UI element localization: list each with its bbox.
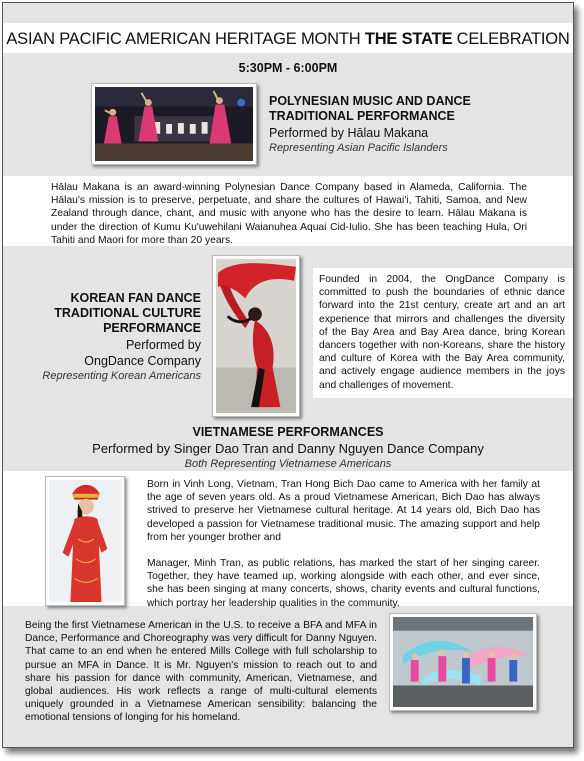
- flyer-page: [2, 2, 574, 748]
- dao-tran-photo: [45, 476, 125, 606]
- korean-performer-line-2: OngDance Company: [84, 354, 201, 368]
- korean-title-line-1: KOREAN FAN DANCE: [70, 291, 201, 305]
- header-bold: THE STATE: [364, 30, 453, 48]
- header-prefix: ASIAN PACIFIC AMERICAN HERITAGE MONTH: [6, 30, 365, 48]
- singer-portrait-image: [49, 480, 121, 602]
- vietnamese-representing: Both Representing Vietnamese Americans: [184, 458, 392, 470]
- danny-nguyen-bio: Being the first Vietnamese American in the U.S. to receive a BFA and MFA in Dance, Performance and Choreography was very difficult for Danny Nguyen. That came to an end when he entered Mills College with full scholarship to pursue an MFA in Dance. It is Mr. Nguyen's mission to reach out to and share his passion for dance with community, American, Vietnamese, and global audiences. His work reflects a range of multi-cultural elements uniquely grounded in a Vietnamese American sensibility: balancing the emotional tensions of longing for his homeland.: [25, 620, 377, 724]
- vietnamese-performer: Performed by Singer Dao Tran and Danny Nguyen Dance Company: [92, 441, 484, 456]
- dance-company-image: [393, 617, 533, 707]
- polynesian-dancers-image: [95, 87, 253, 161]
- polynesian-description: Hālau Makana is an award-winning Polynesian Dance Company based in Alameda, California. The Hālau's mission is to preserve, perpetuate, and share the cultures of Hawai'i, Tahiti, Samoa, and New Zealand through dance, chant, and music with anyone who has the desire to learn. Hālau Makana is under the direction of Kumu Ku'uwehilani Waianuhea Aquai Cid-Iulio. She has been teaching Hula, Ori Tahiti and Maori for more than 20 years.: [51, 182, 527, 246]
- polynesian-photo: [91, 83, 257, 165]
- korean-performer-line-1: Performed by: [125, 338, 201, 352]
- polynesian-heading: [269, 94, 569, 155]
- polynesian-title-line-2: TRADITIONAL PERFORMANCE: [269, 109, 455, 123]
- dao-tran-bio-1: Born in Vinh Long, Vietnam, Tran Hong Bich Dao came to America with her family at the age of seven years old. As a proud Vietnamese American, Bich Dao has always strived to preserve her Vietnamese cultural heritage. At 14 years old, Bich Dao has developed a passion for Vietnamese traditional music. The amazing support and help from her younger brother and: [147, 479, 540, 543]
- danny-nguyen-photo: [389, 613, 537, 711]
- vietnamese-title: VIETNAMESE PERFORMANCES: [192, 425, 384, 439]
- vietnamese-heading: [3, 425, 573, 471]
- korean-title-line-2: TRADITIONAL CULTURE: [54, 306, 201, 320]
- korean-photo: [212, 255, 300, 417]
- dao-tran-bio-2: Manager, Minh Tran, as public relations, has marked the start of her singing career. Together, they have teamed up, working alongside with each other, and ever since, she has been singing at many concerts, shows, charity events and cultural functions, which portray her leadership qualities in the community.: [147, 558, 540, 609]
- korean-description: Founded in 2004, the OngDance Company is committed to push the boundaries of ethnic dance forward into the 21st century, create art and an art experience that mirrors and challenges the diversity of the Bay Area and Bay Area dance, bring Korean dancers together with non-Koreans, share the history and culture of Korea with the Bay Area community, and actively engage audience members in the joys and challenges of movement.: [319, 274, 565, 391]
- polynesian-performer: Performed by Hālau Makana: [269, 126, 429, 140]
- time-slot: 5:30PM - 6:00PM: [238, 61, 338, 75]
- korean-representing: Representing Korean Americans: [42, 370, 201, 382]
- page-header: [3, 30, 573, 49]
- polynesian-representing: Representing Asian Pacific Islanders: [269, 142, 448, 154]
- korean-fan-dancer-image: [216, 259, 296, 413]
- korean-title-line-3: PERFORMANCE: [103, 321, 201, 335]
- header-suffix: CELEBRATION: [452, 30, 570, 48]
- korean-heading: [23, 291, 201, 383]
- polynesian-title-line-1: POLYNESIAN MUSIC AND DANCE: [269, 94, 471, 108]
